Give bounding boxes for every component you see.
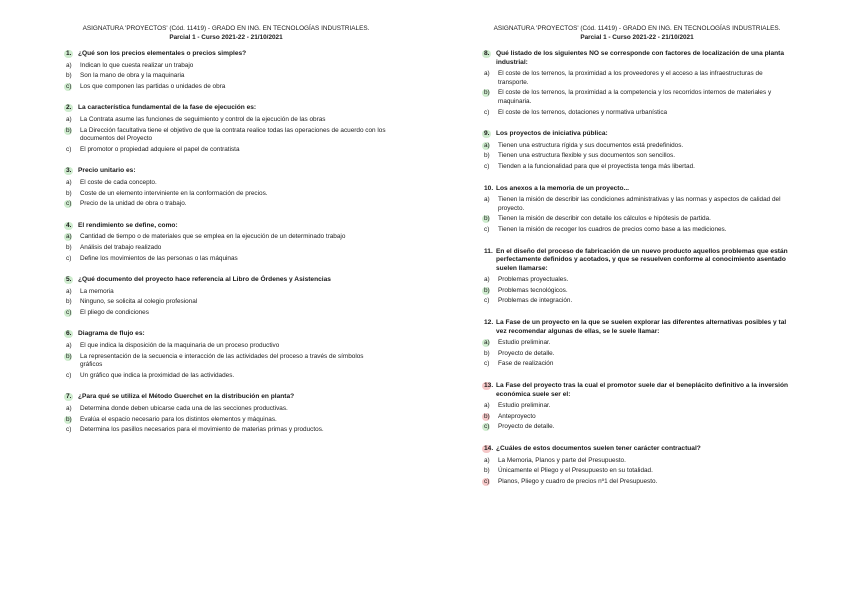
option-letter: b) <box>66 416 80 425</box>
option-text: Los que componen las partidas o unidades de obra <box>80 82 226 90</box>
option-letter: c) <box>66 254 72 262</box>
answer-option <box>66 200 386 209</box>
option-letter: a) <box>66 178 72 186</box>
answer-option <box>66 353 386 370</box>
answer-option <box>484 402 790 411</box>
answer-option <box>66 244 386 253</box>
answer-option <box>484 70 790 87</box>
option-text: El promotor o propiedad adquiere el papel de contratista <box>80 145 240 153</box>
question-text: Diagrama de flujo es: <box>78 330 145 338</box>
option-letter: b) <box>484 467 490 475</box>
answer-option <box>66 426 386 435</box>
option-letter: a) <box>66 115 72 123</box>
option-letter: c) <box>66 426 72 434</box>
option-text: Proyecto de detalle. <box>498 423 555 431</box>
question-9 <box>484 130 790 171</box>
option-letter: a) <box>484 70 490 78</box>
option-letter: b) <box>66 353 80 370</box>
answer-option <box>66 233 386 242</box>
answer-option <box>484 215 790 224</box>
option-text: Problemas de integración. <box>498 297 573 305</box>
question-stem <box>66 104 386 113</box>
answer-option <box>66 72 386 81</box>
question-2 <box>66 104 386 154</box>
answer-option <box>66 298 386 307</box>
question-number: 3. <box>66 167 78 176</box>
option-letter: c) <box>484 225 490 233</box>
option-letter: b) <box>484 413 498 422</box>
option-text: El coste de cada concepto. <box>80 178 157 186</box>
question-stem <box>66 167 386 176</box>
option-text: Únicamente el Pliego y el Presupuesto en su totalidad. <box>498 467 653 475</box>
option-text: Tienen la misión de describir con detalle los cálculos e hipótesis de partida. <box>498 215 711 223</box>
answer-option <box>66 416 386 425</box>
option-text: Define los movimientos de las personas o las máquinas <box>80 254 238 262</box>
question-number: 4. <box>66 222 78 231</box>
question-number: 13. <box>484 382 496 399</box>
option-letter: a) <box>484 276 490 284</box>
option-text: Indican lo que cuesta realizar un trabajo <box>80 61 194 69</box>
question-text: ¿Qué son los precios elementales o precios simples? <box>78 50 247 57</box>
option-letter: b) <box>484 89 498 106</box>
option-text: Tienen la misión de describir las condiciones administrativas y las normas y aspectos de calidad del proyecto. <box>498 196 781 212</box>
question-stem <box>484 50 790 67</box>
question-stem <box>484 382 790 399</box>
answer-option <box>66 255 386 264</box>
question-stem <box>484 248 790 274</box>
question-4 <box>66 222 386 263</box>
option-letter: b) <box>66 298 72 306</box>
option-text: Estudio preliminar. <box>498 402 551 410</box>
answer-option <box>484 89 790 106</box>
question-stem <box>66 222 386 231</box>
option-letter: a) <box>484 142 498 151</box>
option-letter: c) <box>484 360 490 368</box>
header-line-1: ASIGNATURA 'PROYECTOS' (Cód. 11419) - GRADO EN ING. EN TECNOLOGÍAS INDUSTRIALES. <box>493 25 781 32</box>
question-12 <box>484 319 790 369</box>
question-number: 8. <box>484 50 496 67</box>
option-letter: c) <box>66 83 80 92</box>
question-text: ¿Qué documento del proyecto hace referencia al Libro de Órdenes y Asistencias <box>78 276 331 284</box>
answer-option <box>484 163 790 172</box>
question-number: 12. <box>484 319 494 327</box>
option-text: El coste de los terrenos, la proximidad a la competencia y los recorridos internos de materiales y maquinaria. <box>498 89 772 105</box>
answer-option <box>66 190 386 199</box>
question-number: 2. <box>66 104 78 113</box>
question-number: 11. <box>484 247 493 255</box>
question-stem <box>66 330 386 339</box>
option-text: Problemas tecnológicos. <box>498 286 568 294</box>
page-header-right <box>484 24 790 42</box>
answer-option <box>66 288 386 297</box>
option-letter: b) <box>66 72 72 80</box>
answer-option <box>484 297 790 306</box>
option-text: Tienden a la funcionalidad para que el proyectista tenga más libertad. <box>498 162 695 170</box>
question-list-left <box>66 50 386 435</box>
question-text: Precio unitario es: <box>78 167 136 175</box>
option-text: El coste de los terrenos, dotaciones y normativa urbanística <box>498 108 668 116</box>
header-line-2: Parcial 1 - Curso 2021-22 - 21/10/2021 <box>169 34 283 41</box>
option-text: El pliego de condiciones <box>80 308 149 316</box>
option-text: Cantidad de tiempo o de materiales que se emplea en la ejecución de un determinado trabajo <box>80 233 346 241</box>
option-text: Análisis del trabajo realizado <box>80 243 162 251</box>
question-8 <box>484 50 790 117</box>
option-text: Proyecto de detalle. <box>498 349 555 357</box>
option-letter: a) <box>484 456 490 464</box>
option-text: Determina donde deben ubicarse cada una de las secciones productivas. <box>80 405 288 413</box>
answer-option <box>66 179 386 188</box>
option-text: Tienen una estructura flexible y sus documentos son sencillos. <box>498 152 676 160</box>
question-stem <box>484 319 790 336</box>
option-text: La Dirección facultativa tiene el objetivo de que la contrata realice todas las operaciones de acuerdo con los documentos del Proyecto <box>80 126 386 143</box>
option-letter: c) <box>484 162 490 170</box>
answer-option <box>66 309 386 318</box>
right-column <box>484 24 790 499</box>
question-10 <box>484 185 790 235</box>
option-letter: a) <box>66 342 72 350</box>
question-stem <box>66 393 386 402</box>
answer-option <box>484 276 790 285</box>
option-text: Tienen la misión de recoger los cuadros de precios como base a las mediciones. <box>498 225 727 233</box>
option-text: Tienen una estructura rígida y sus documentos está predefinidos. <box>498 141 684 149</box>
option-letter: c) <box>66 200 80 209</box>
answer-option <box>66 62 386 71</box>
option-letter: a) <box>484 196 490 204</box>
option-text: Problemas proyectuales. <box>498 276 569 284</box>
answer-option <box>66 83 386 92</box>
option-letter: a) <box>66 405 72 413</box>
option-letter: c) <box>484 478 498 487</box>
answer-option <box>484 152 790 161</box>
question-1 <box>66 50 386 91</box>
answer-option <box>484 226 790 235</box>
option-letter: c) <box>66 371 72 379</box>
option-letter: a) <box>66 287 72 295</box>
page-header-left <box>66 24 386 42</box>
option-text: El que indica la disposición de la maquinaria de un proceso productivo <box>80 342 280 350</box>
question-3 <box>66 167 386 208</box>
option-letter: b) <box>66 189 72 197</box>
option-letter: a) <box>484 402 490 410</box>
question-text: La Fase de un proyecto en la que se suelen explorar las diferentes alternativas posibles y tal vez recomendar algunas de ellas, se le suele llamar: <box>496 319 787 335</box>
question-5 <box>66 276 386 317</box>
question-text: ¿Cuáles de estos documentos suelen tener carácter contractual? <box>496 445 701 452</box>
question-text: ¿Para qué se utiliza el Método Guerchet en la distribución en planta? <box>78 393 295 401</box>
left-column <box>66 24 386 448</box>
answer-option <box>484 339 790 348</box>
option-letter: c) <box>484 423 498 432</box>
option-letter: b) <box>484 152 490 160</box>
answer-option <box>66 372 386 381</box>
question-number: 7. <box>66 393 78 402</box>
header-line-2: Parcial 1 - Curso 2021-22 - 21/10/2021 <box>580 34 694 41</box>
question-stem <box>484 185 790 194</box>
answer-option <box>484 413 790 422</box>
option-text: Evalúa el espacio necesario para los distintos elementos y máquinas. <box>80 415 277 423</box>
question-6 <box>66 330 386 380</box>
question-number: 6. <box>66 330 78 339</box>
option-letter: b) <box>66 127 80 144</box>
option-text: Determina los pasillos necesarios para el movimiento de materias primas y productos. <box>80 426 324 434</box>
option-letter: c) <box>484 297 490 305</box>
answer-option <box>484 478 790 487</box>
question-text: Los anexos a la memoria de un proyecto... <box>496 184 630 192</box>
question-7 <box>66 393 386 434</box>
answer-option <box>484 457 790 466</box>
option-text: La memoria <box>80 287 114 295</box>
option-text: La Contrata asume las funciones de seguimiento y control de la ejecución de las obras <box>80 115 326 123</box>
option-letter: b) <box>66 243 72 251</box>
option-letter: b) <box>484 349 490 357</box>
answer-option <box>484 423 790 432</box>
answer-option <box>66 127 386 144</box>
question-14 <box>484 445 790 486</box>
question-stem <box>484 130 790 139</box>
option-letter: a) <box>66 233 80 242</box>
option-text: Precio de la unidad de obra o trabajo. <box>80 200 187 208</box>
answer-option <box>484 360 790 369</box>
question-list-right <box>484 50 790 486</box>
question-number: 14. <box>484 445 496 454</box>
option-text: Ninguno, se solicita al colegio profesional <box>80 298 198 306</box>
question-text: Los proyectos de iniciativa pública: <box>496 130 608 138</box>
question-text: En el diseño del proceso de fabricación de un nuevo producto aquellos problemas que están perfectamente definidos y acotados, y que se resuelven conforme al conocimiento asentado suelen llamarse: <box>496 247 788 272</box>
answer-option <box>66 146 386 155</box>
question-number: 10. <box>484 184 494 192</box>
answer-option <box>484 142 790 151</box>
option-letter: b) <box>484 215 498 224</box>
question-13 <box>484 382 790 432</box>
option-text: Fase de realización <box>498 360 554 368</box>
option-text: La representación de la secuencia e interacción de las actividades del proceso a través de símbolos gráficos <box>80 352 364 369</box>
question-text: La característica fundamental de la fase de ejecución es: <box>78 104 257 112</box>
option-letter: c) <box>484 108 490 116</box>
answer-option <box>484 109 790 118</box>
question-stem <box>66 50 386 59</box>
option-letter: c) <box>66 309 80 318</box>
option-text: El coste de los terrenos, la proximidad a los proveedores y el acceso a las infraestructuras de transporte. <box>498 70 763 86</box>
question-stem <box>66 276 386 285</box>
answer-option <box>484 350 790 359</box>
answer-option <box>484 467 790 476</box>
answer-option <box>66 405 386 414</box>
question-number: 1. <box>66 50 78 59</box>
answer-option <box>484 287 790 296</box>
answer-option <box>484 196 790 213</box>
question-number: 5. <box>66 276 78 285</box>
question-stem <box>484 445 790 454</box>
option-text: La Memoria, Planos y parte del Presupuesto. <box>498 456 626 464</box>
option-letter: a) <box>66 61 72 69</box>
question-text: La Fase del proyecto tras la cual el promotor suele dar el beneplácito definitivo a la inversión económica suele ser el: <box>496 382 789 398</box>
option-text: Anteproyecto <box>498 412 536 420</box>
option-text: Planos, Pliego y cuadro de precios nº1 del Presupuesto. <box>498 477 658 485</box>
question-number: 9. <box>484 130 496 139</box>
question-11 <box>484 248 790 307</box>
option-letter: b) <box>484 287 498 296</box>
option-letter: c) <box>66 145 72 153</box>
option-text: Un gráfico que indica la proximidad de las actividades. <box>80 371 235 379</box>
option-text: Son la mano de obra y la maquinaria <box>80 72 185 80</box>
option-text: Coste de un elemento interviniente en la conformación de precios. <box>80 189 268 197</box>
option-text: Estudio preliminar. <box>498 339 551 347</box>
question-text: El rendimiento se define, como: <box>78 221 178 229</box>
header-line-1: ASIGNATURA 'PROYECTOS' (Cód. 11419) - GRADO EN ING. EN TECNOLOGÍAS INDUSTRIALES. <box>82 25 370 32</box>
question-text: Qué listado de los siguientes NO se corresponde con factores de localización de una planta industrial: <box>496 50 785 66</box>
answer-option <box>66 342 386 351</box>
answer-option <box>66 116 386 125</box>
option-letter: a) <box>484 339 498 348</box>
